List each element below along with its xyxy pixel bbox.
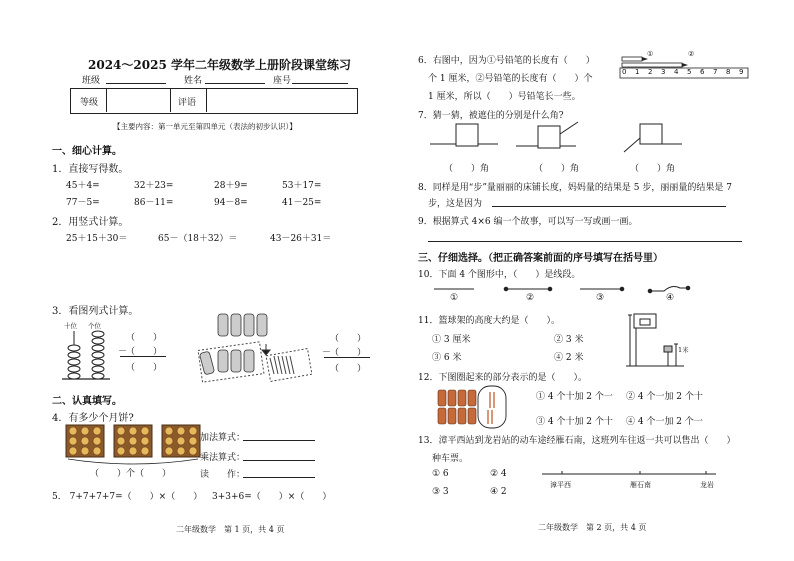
- comment-divider-2: [206, 88, 207, 112]
- q4-read-label: 读 作：: [200, 470, 246, 480]
- station-3: 龙岩: [700, 481, 714, 489]
- q7-answer-2[interactable]: （ ）角: [534, 164, 580, 174]
- ruler-tick-label: 8: [726, 68, 731, 76]
- name-field[interactable]: [205, 83, 265, 84]
- ruler-scale: [622, 68, 752, 80]
- q1-item: 32＋23=: [134, 181, 174, 191]
- q11-option-3[interactable]: ③ 6 米: [432, 353, 462, 363]
- q2-item: 25＋15＋30＝: [66, 234, 128, 244]
- section2-title: 二、认真填写。: [52, 396, 122, 407]
- q4-groups[interactable]: （ ）个（ ）: [90, 469, 172, 479]
- q3a-blank-2[interactable]: （ ）: [126, 347, 163, 357]
- q11-option-2[interactable]: ② 3 米: [554, 335, 584, 345]
- q4-add-label: 加法算式：: [200, 433, 246, 443]
- q4-title: 4．有多少个月饼?: [52, 413, 134, 424]
- q13-option-3[interactable]: ③ 3: [432, 487, 449, 497]
- q2-item: 43－26＋31＝: [270, 234, 332, 244]
- ruler-tick-label: 6: [700, 68, 705, 76]
- ruler-tick-label: 1: [635, 68, 640, 76]
- seat-label: 座号: [273, 76, 292, 86]
- ruler-tick-label: 0: [622, 68, 627, 76]
- q3b-blank-1[interactable]: （ ）: [330, 334, 367, 344]
- ruler-tick-label: 5: [687, 68, 692, 76]
- seat-field[interactable]: [292, 83, 348, 84]
- ruler-tick-label: 4: [674, 68, 679, 76]
- section3-title: 三、仔细选择。（把正确答案前面的序号填写在括号里）: [418, 253, 663, 264]
- q13-option-2[interactable]: ② 4: [490, 469, 507, 479]
- scope-note: 【主要内容：第一单元至第四单元（表法的初步认识）】: [113, 122, 297, 131]
- ruler-tick-label: 2: [648, 68, 653, 76]
- q3b-sum-line: [324, 357, 370, 358]
- q1-item: 53＋17=: [282, 181, 322, 191]
- name-label: 姓名: [184, 76, 203, 86]
- station-1: 漳平西: [550, 481, 571, 489]
- q4-add-field[interactable]: [243, 440, 315, 441]
- q4-mul-label: 乘法算式：: [200, 453, 246, 463]
- comment-label: 评语: [178, 98, 197, 108]
- sticks-figure: [200, 312, 315, 382]
- q5-left[interactable]: 5． 7+7+7+7=（ ）×（ ）: [52, 492, 203, 502]
- q11-option-4[interactable]: ④ 2 米: [554, 353, 584, 363]
- q3a-sum-line: [120, 356, 166, 357]
- q13-line-2: 种车票。: [432, 454, 469, 464]
- grade-label: 等级: [80, 98, 99, 108]
- class-field[interactable]: [106, 83, 166, 84]
- q1-item: 28＋9=: [214, 181, 248, 191]
- q4-read-field[interactable]: [243, 477, 315, 478]
- q9-answer-line[interactable]: [428, 241, 742, 242]
- q10-title: 10．下面 4 个图形中，（ ）是线段。: [418, 270, 581, 280]
- q6-line-1[interactable]: 6．右图中，因为①号铅笔的长度有（ ）: [418, 56, 595, 66]
- abacus-figure: [62, 329, 112, 381]
- q10-option-1[interactable]: ①: [450, 293, 459, 303]
- abacus-ones-label: 个位: [88, 322, 101, 330]
- q1-item: 86－11=: [134, 198, 174, 208]
- q3a-minus: －: [118, 347, 128, 357]
- ruler-tick-label: 3: [661, 68, 666, 76]
- q12-option-4[interactable]: ④ 4 个一加 2 个一: [626, 417, 703, 427]
- q10-option-3[interactable]: ③: [596, 293, 605, 303]
- abacus-tens-label: 十位: [64, 322, 77, 330]
- ruler-tick-label: 7: [713, 68, 718, 76]
- q10-figures: [432, 282, 694, 296]
- q1-item: 77－5=: [66, 198, 100, 208]
- q1-item: 94－8=: [214, 198, 248, 208]
- q6-line-3[interactable]: 1 厘米，所以（ ）号铅笔长一些。: [428, 92, 581, 102]
- q10-option-2[interactable]: ②: [526, 293, 535, 303]
- q5-right[interactable]: 3+3+6=（ ）×（ ）: [212, 492, 332, 502]
- q3b-blank-3[interactable]: （ ）: [330, 364, 367, 374]
- q1-item: 45＋4=: [66, 181, 100, 191]
- section1-title: 一、细心计算。: [52, 146, 122, 157]
- ruler-tick-label: 9: [739, 68, 744, 76]
- class-label: 班级: [82, 76, 101, 86]
- q2-title: 2．用竖式计算。: [52, 217, 129, 228]
- q4-mul-field[interactable]: [243, 460, 315, 461]
- q2-item: 65－（18＋32）＝: [158, 234, 238, 244]
- angles-figure: [430, 120, 690, 160]
- q7-answer-3[interactable]: （ ）角: [630, 164, 676, 174]
- q1-title: 1．直接写得数。: [52, 164, 129, 175]
- q12-option-3[interactable]: ③ 4 个十加 2 个十: [536, 417, 613, 427]
- q12-option-1[interactable]: ① 4 个十加 2 个一: [536, 392, 613, 402]
- q9-line: 9．根据算式 4×6 编一个故事，可以写一写或画一画。: [418, 217, 638, 227]
- q3b-minus: －: [322, 348, 332, 358]
- station-2: 雁石南: [630, 481, 651, 489]
- hoop-height-label: 1米: [678, 346, 689, 354]
- pencil-2-label: ②: [688, 50, 695, 58]
- grade-divider: [106, 88, 107, 112]
- footer-left: 二年级数学 第 1 页，共 4 页: [176, 525, 285, 534]
- q11-title: 11．篮球架的高度大约是（ ）。: [418, 316, 560, 326]
- page-title: 2024～2025 学年二年级数学上册阶段课堂练习: [88, 58, 351, 72]
- q3a-blank-3[interactable]: （ ）: [126, 363, 163, 373]
- q12-title: 12．下图圈起来的部分表示的是（ ）。: [418, 373, 587, 383]
- grade-table: [70, 88, 358, 114]
- q13-option-4[interactable]: ④ 2: [490, 487, 507, 497]
- q1-item: 41－25=: [282, 198, 322, 208]
- q7-answer-1[interactable]: （ ）角: [444, 164, 490, 174]
- q13-option-1[interactable]: ① 6: [432, 469, 449, 479]
- q10-option-4[interactable]: ④: [666, 293, 675, 303]
- q6-line-2[interactable]: 个 1 厘米，②号铅笔的长度有（ ）个: [428, 74, 593, 84]
- q12-option-2[interactable]: ② 4 个一加 2 个十: [626, 392, 703, 402]
- q8-answer-line[interactable]: [492, 206, 726, 207]
- mooncake-figure: [66, 425, 204, 465]
- comment-divider-1: [170, 88, 171, 112]
- basketball-hoop-figure: [626, 312, 686, 368]
- pencil-1-label: ①: [647, 50, 654, 58]
- footer-right: 二年级数学 第 2 页，共 4 页: [538, 523, 647, 532]
- q13-line-1: 13．漳平西站到龙岩站的动车途经雁石南，这班列车往返一共可以售出（ ）: [418, 436, 736, 446]
- bundles-figure: [434, 384, 524, 430]
- q8-line-2: 步，这是因为: [428, 199, 483, 209]
- q8-line-1: 8．同样是用“步”量丽丽的床铺长度，妈妈量的结果是 5 步，丽丽量的结果是 7: [418, 183, 732, 193]
- q7-title: 7．猜一猜，被遮住的分别是什么角?: [418, 111, 564, 121]
- q3b-blank-2[interactable]: （ ）: [330, 348, 367, 358]
- railway-line: [540, 470, 720, 480]
- q11-option-1[interactable]: ① 3 厘米: [432, 335, 471, 345]
- q3a-blank-1[interactable]: （ ）: [126, 333, 163, 343]
- q3-title: 3．看图列式计算。: [52, 306, 139, 317]
